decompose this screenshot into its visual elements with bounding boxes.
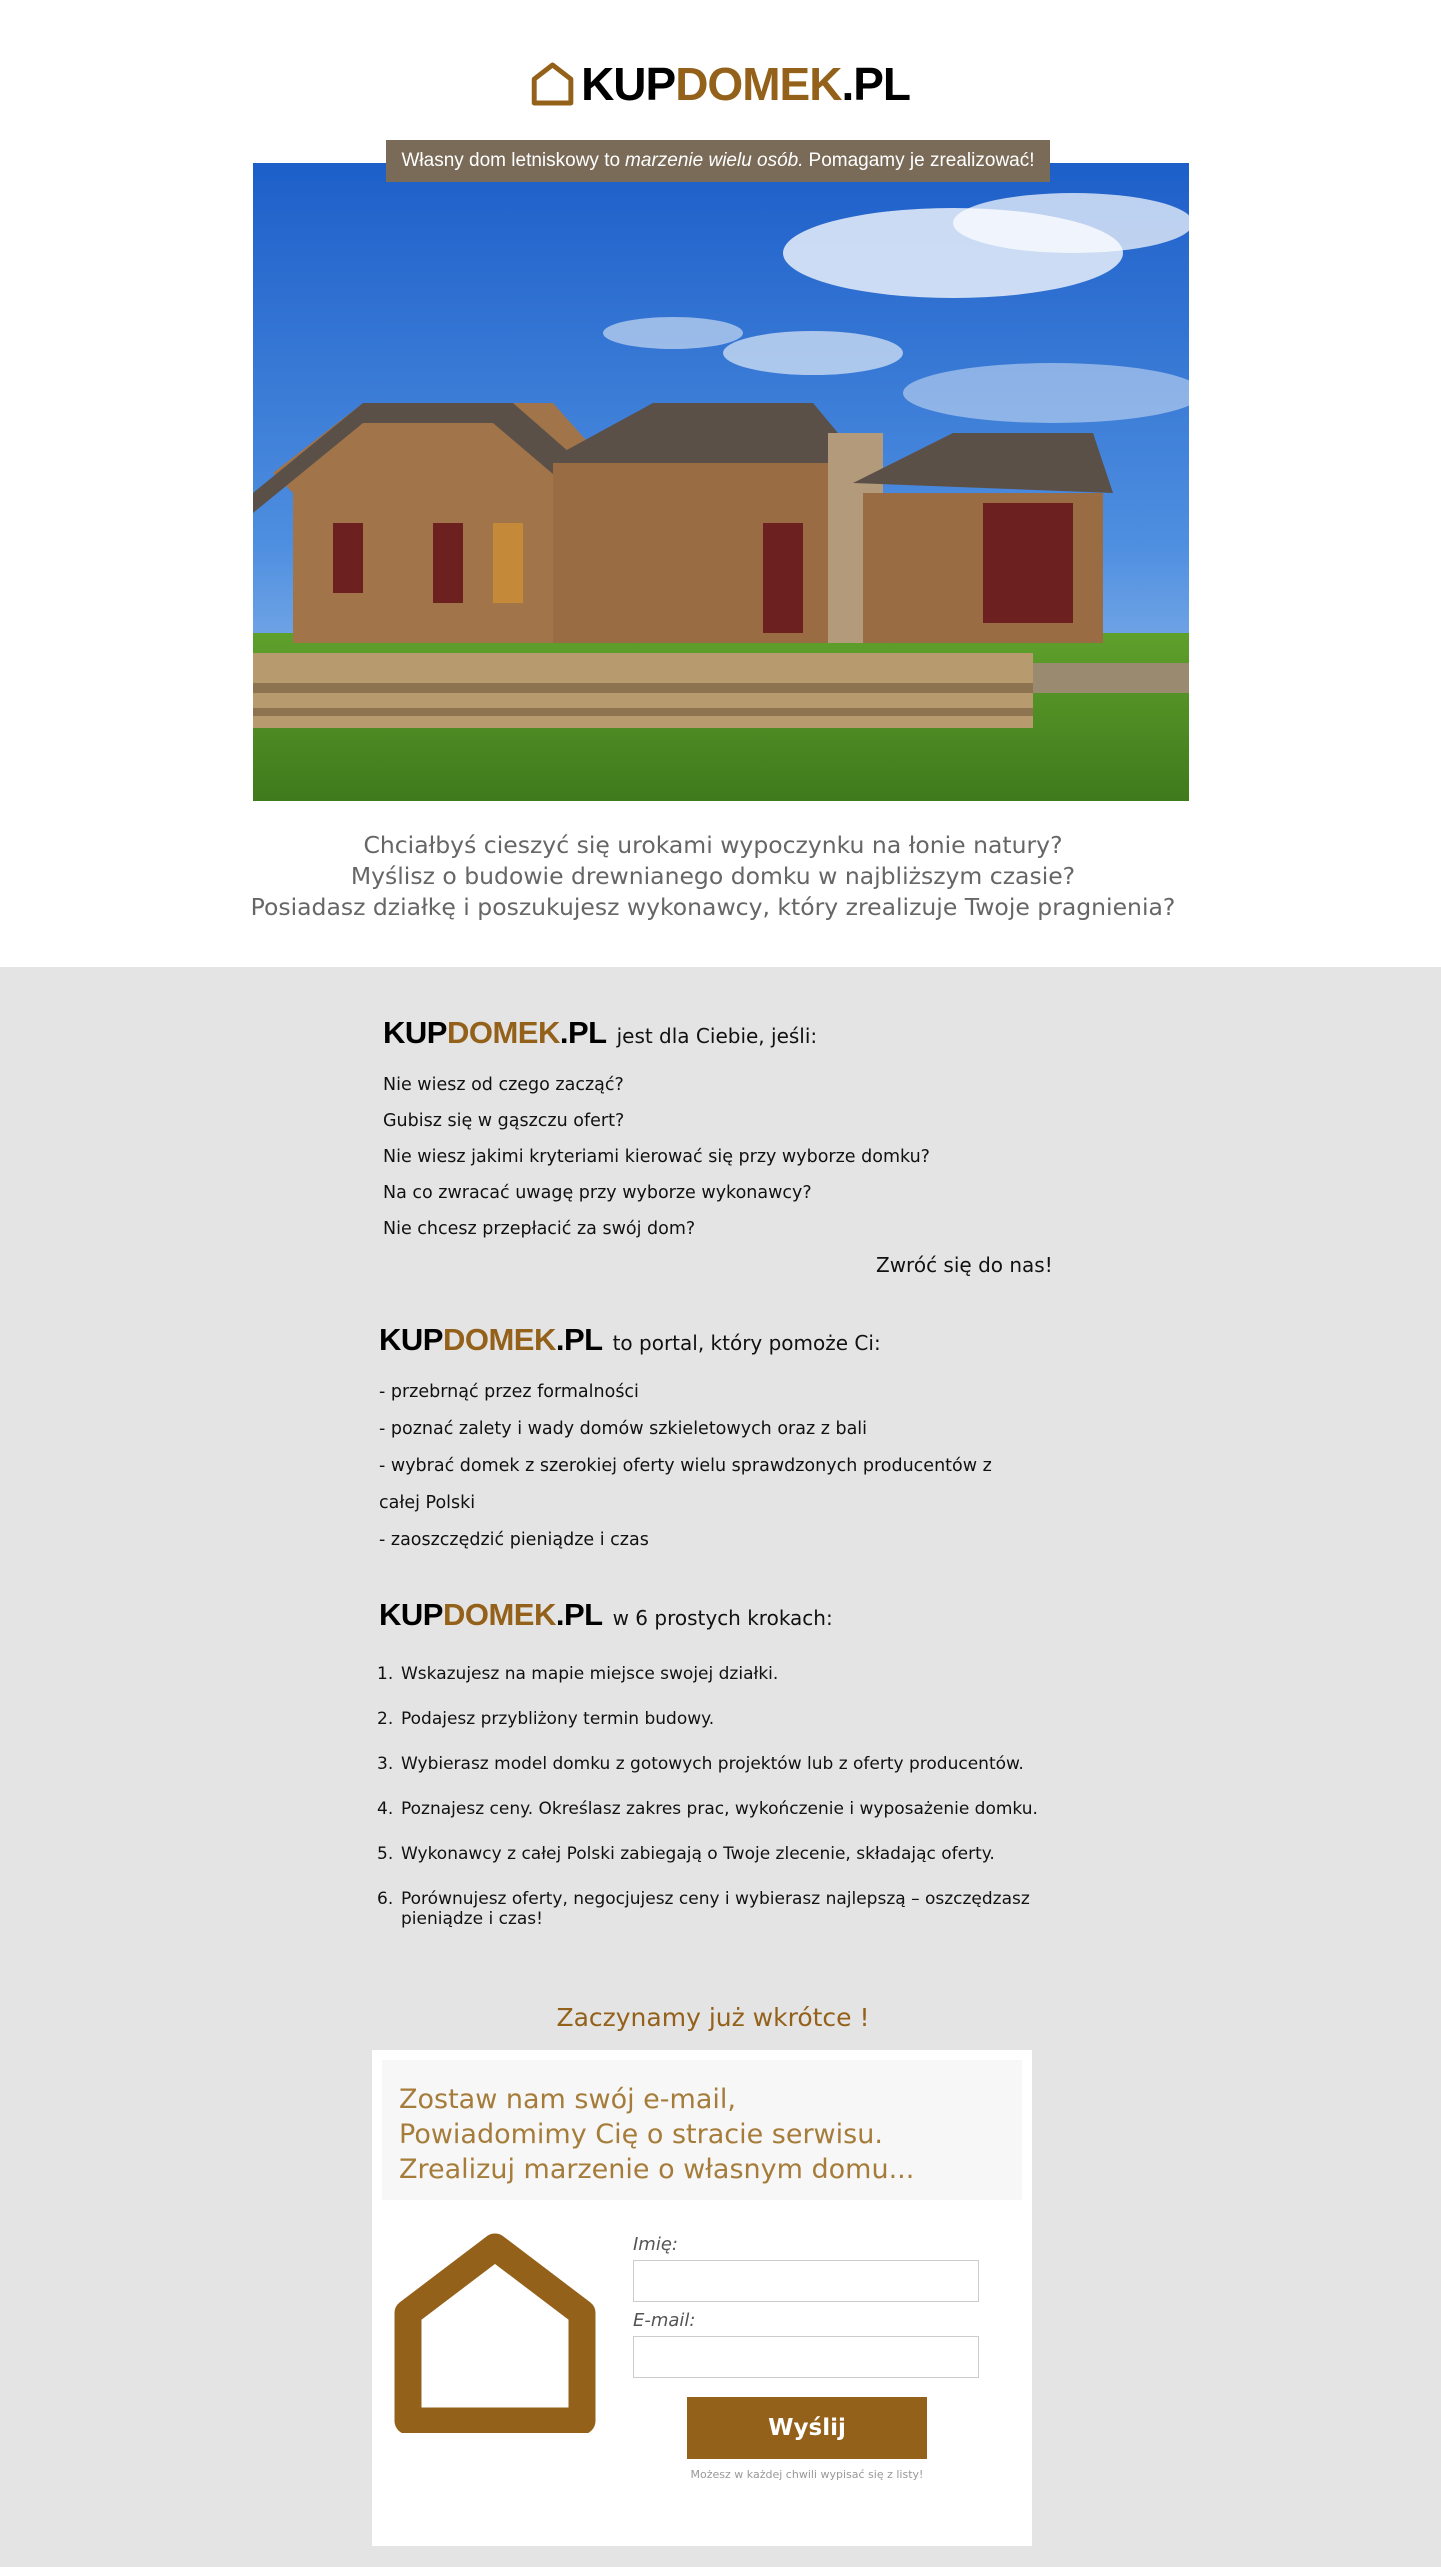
list-item: Na co zwracać uwagę przy wyborze wykonawcy? <box>383 1183 812 1203</box>
list-item: - poznać zalety i wady domów szkieletowych oraz z bali <box>379 1419 868 1439</box>
step-item: 5. Wykonawcy z całej Polski zabiegają o Twoje zlecenie, składając oferty. <box>377 1844 995 1864</box>
section1-heading-text: jest dla Ciebie, jeśli: <box>616 1024 818 1048</box>
section3-heading-text: w 6 prostych krokach: <box>612 1606 833 1630</box>
logo-text: KUPDOMEK.PL <box>581 58 910 110</box>
hero-image <box>253 163 1189 801</box>
header-section <box>0 0 1441 967</box>
brand-mini-logo: KUPDOMEK.PL <box>379 1322 603 1357</box>
step-item: 4. Poznajesz ceny. Określasz zakres prac, wykończenie i wyposażenie domku. <box>377 1799 1038 1819</box>
intro-question: Myślisz o budowie drewnianego domku w najbliższym czasie? <box>350 862 1076 890</box>
list-item: Nie wiesz jakimi kryteriami kierować się przy wyborze domku? <box>383 1147 930 1167</box>
form-banner-line: Zostaw nam swój e-mail, <box>399 2084 736 2115</box>
section2-heading-text: to portal, który pomoże Ci: <box>612 1331 881 1355</box>
list-item: - wybrać domek z szerokiej oferty wielu sprawdzonych producentów z <box>379 1456 992 1476</box>
list-item: całej Polski <box>379 1493 476 1513</box>
intro-questions <box>0 830 1426 923</box>
tagline-banner: Własny dom letniskowy to marzenie wielu osób. Pomagamy je zrealizować! <box>386 140 1050 182</box>
intro-question: Chciałbyś cieszyć się urokami wypoczynku na łonie natury? <box>363 831 1063 859</box>
name-label: Imię: <box>633 2234 678 2255</box>
signup-form <box>372 2050 1032 2546</box>
unsubscribe-note: Możesz w każdej chwili wypisać się z listy! <box>690 2468 924 2481</box>
site-logo[interactable] <box>530 52 910 116</box>
brand-mini-logo: KUPDOMEK.PL <box>379 1597 603 1632</box>
section1-closing: Zwróć się do nas! <box>876 1253 1053 1277</box>
step-item: 3. Wybierasz model domku z gotowych projektów lub z oferty producentów. <box>377 1754 1024 1774</box>
form-banner-line: Zrealizuj marzenie o własnym domu... <box>399 2154 915 2185</box>
step-item: 1. Wskazujesz na mapie miejsce swojej działki. <box>377 1664 779 1684</box>
form-banner <box>382 2060 1022 2200</box>
name-input[interactable] <box>633 2260 979 2302</box>
launch-announcement: Zaczynamy już wkrótce ! <box>556 2003 870 2032</box>
house-logo-icon <box>530 53 575 115</box>
submit-button[interactable]: Wyślij <box>687 2397 927 2459</box>
list-item: Gubisz się w gąszczu ofert? <box>383 1111 625 1131</box>
list-item: - przebrnąć przez formalności <box>379 1382 639 1402</box>
form-banner-line: Powiadomimy Cię o stracie serwisu. <box>399 2119 883 2150</box>
email-input[interactable] <box>633 2336 979 2378</box>
email-label: E-mail: <box>633 2310 696 2331</box>
list-item: Nie chcesz przepłacić za swój dom? <box>383 1219 696 1239</box>
step-item: 2. Podajesz przybliżony termin budowy. <box>377 1709 715 1729</box>
list-item: - zaoszczędzić pieniądze i czas <box>379 1530 649 1550</box>
brand-mini-logo: KUPDOMEK.PL <box>383 1015 607 1050</box>
list-item: Nie wiesz od czego zacząć? <box>383 1075 624 1095</box>
intro-question: Posiadasz działkę i poszukujesz wykonawcy, który zrealizuje Twoje pragnienia? <box>250 893 1176 921</box>
step-item: 6. Porównujesz oferty, negocjujesz ceny i wybierasz najlepszą – oszczędzasz pieniądze i czas! <box>377 1889 1030 1929</box>
section1-heading <box>383 1015 817 1051</box>
section3-heading <box>379 1597 833 1633</box>
section2-heading <box>379 1322 881 1358</box>
house-icon <box>392 2233 598 2433</box>
